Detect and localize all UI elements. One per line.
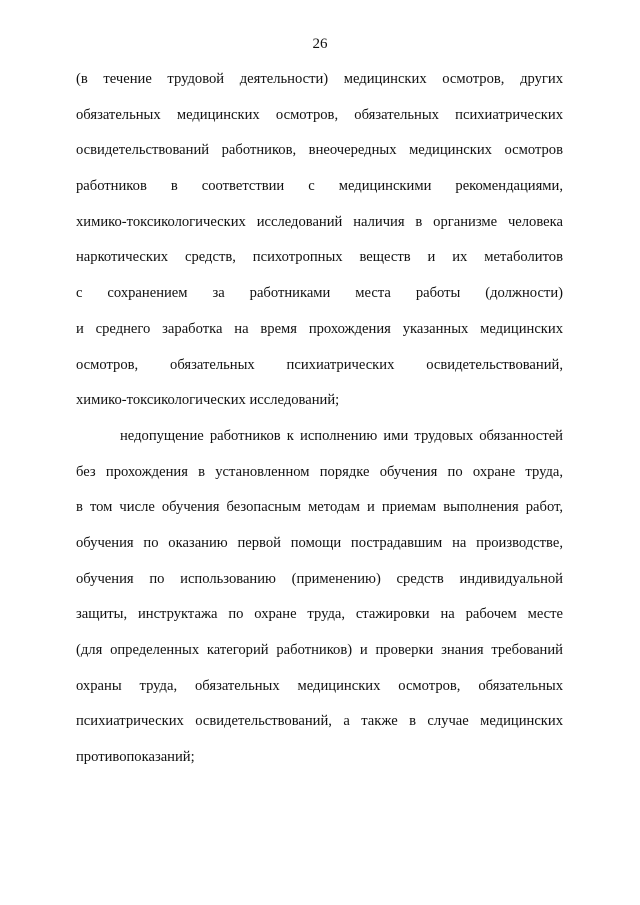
text-line: (в течение трудовой деятельности) медицинских осмотров, других	[76, 71, 563, 87]
text-line: с сохранением за работниками места работы (должности)	[76, 285, 563, 302]
text-line: обучения по оказанию первой помощи пострадавшим на производстве,	[76, 534, 563, 551]
text-line: освидетельствований работников, внеочередных медицинских осмотров	[76, 142, 563, 159]
paragraph-2	[76, 427, 563, 766]
paragraph-1	[76, 70, 563, 409]
page-number: 26	[312, 36, 328, 52]
text-line: противопоказаний;	[76, 749, 195, 766]
text-line: и среднего заработка на время прохождения указанных медицинских	[76, 320, 563, 337]
text-line: недопущение работников к исполнению ими трудовых обязанностей	[120, 427, 563, 444]
text-line: наркотических средств, психотропных веществ и их метаболитов	[76, 249, 563, 266]
text-line: осмотров, обязательных психиатрических освидетельствований,	[76, 356, 563, 373]
text-line: обязательных медицинских осмотров, обязательных психиатрических	[76, 106, 563, 123]
text-line: без прохождения в установленном порядке обучения по охране труда,	[76, 463, 563, 480]
text-line: психиатрических освидетельствований, а также в случае медицинских	[76, 713, 563, 730]
text-line: (для определенных категорий работников) и проверки знания требований	[76, 642, 563, 658]
text-line: работников в соответствии с медицинскими рекомендациями,	[76, 178, 563, 195]
text-line: химико-токсикологических исследований наличия в организме человека	[76, 213, 563, 230]
text-line: охраны труда, обязательных медицинских осмотров, обязательных	[76, 677, 563, 694]
text-line: в том числе обучения безопасным методам и приемам выполнения работ,	[76, 499, 563, 516]
text-line: химико-токсикологических исследований;	[76, 392, 340, 409]
document-body	[76, 70, 563, 784]
text-line: обучения по использованию (применению) средств индивидуальной	[76, 570, 563, 587]
text-line: защиты, инструктажа по охране труда, стажировки на рабочем месте	[76, 606, 563, 623]
